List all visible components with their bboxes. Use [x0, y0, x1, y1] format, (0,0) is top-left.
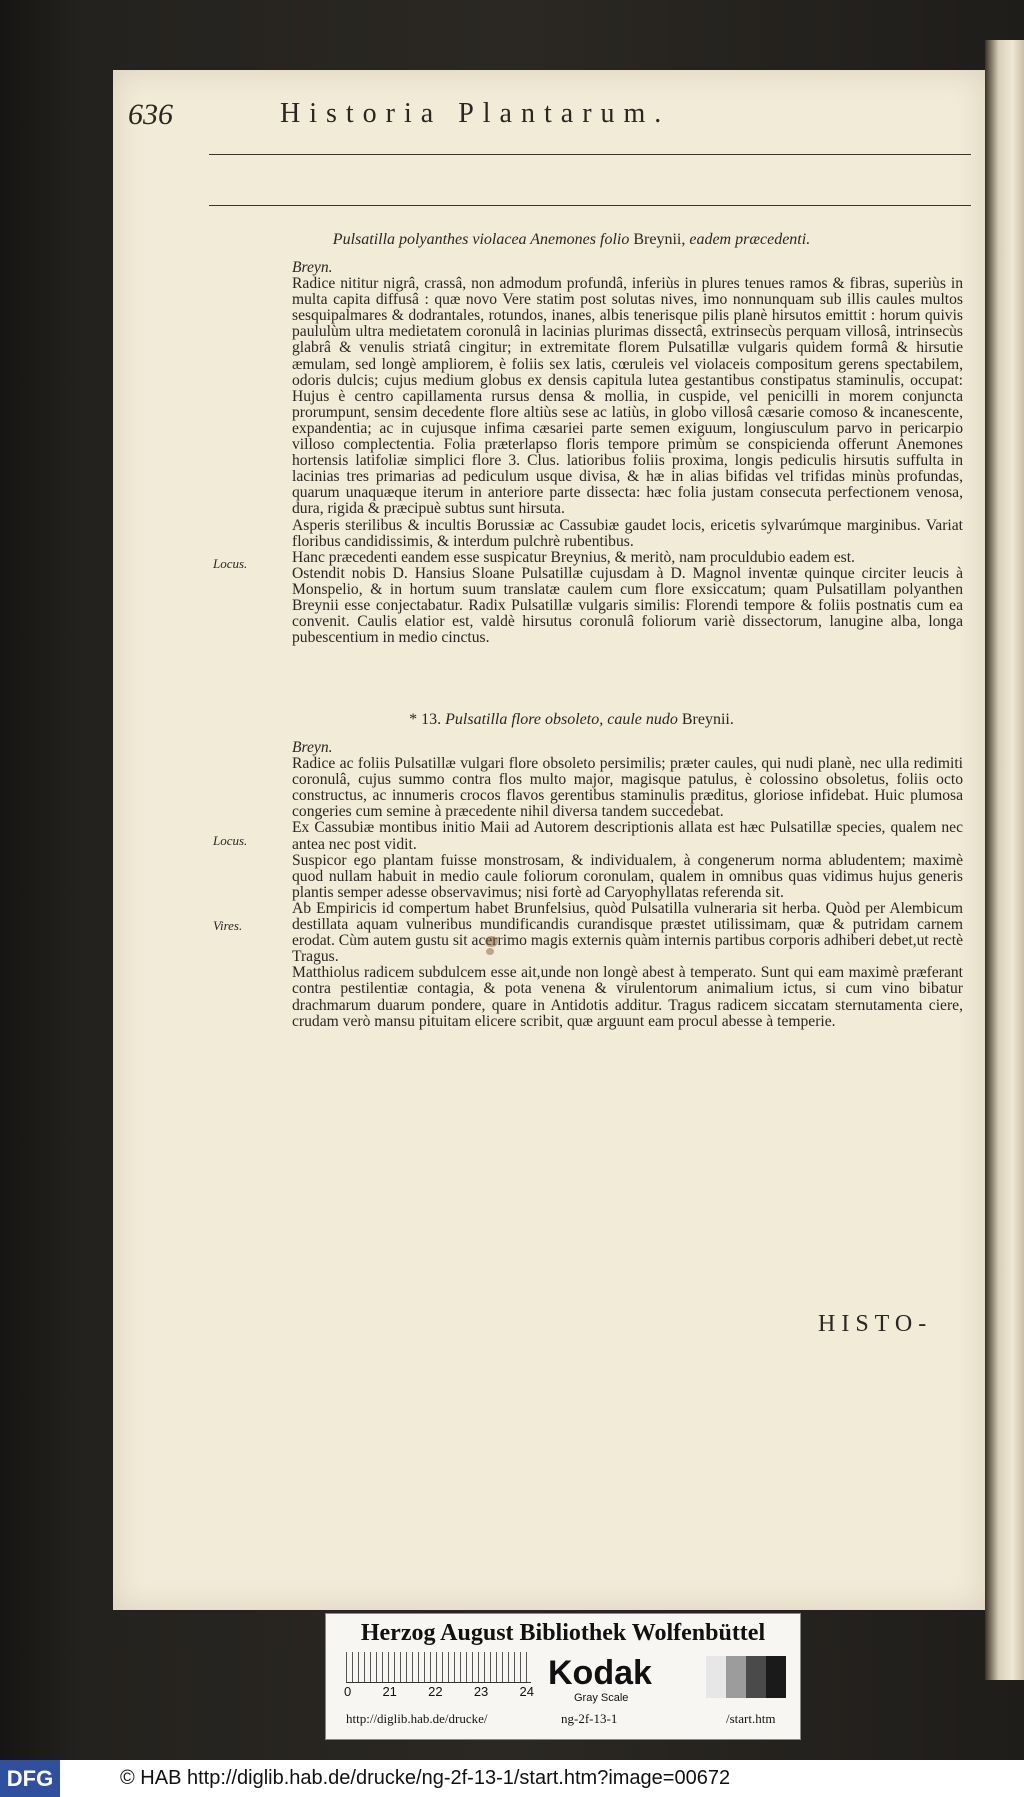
- ruler-number: 23: [473, 1684, 489, 1699]
- header-rule-bottom: [209, 205, 971, 206]
- section-12-heading-tail: eadem præcedenti.: [689, 231, 811, 248]
- section-13-author: Breyn.: [292, 739, 333, 756]
- section-12-body: [180, 260, 963, 646]
- ruler-number: 21: [382, 1684, 397, 1699]
- section-13-heading-number: * 13.: [409, 711, 442, 728]
- margin-note-locus-2: Locus.: [213, 833, 248, 848]
- section-13-paragraph-4: Ab Empiricis id compertum habet Brunfelsius, quòd Pulsatilla vulneraria sit herba. Quòd per Alembicum destillata aquam vulneribus mundificandis curandisque præstet utilissimam, quæ & putridam carnem erodat. Cùm autem gustu sit acerrimo magis externis quàm internis partibus corporis adhiberi debet,ut rectè Tragus.: [292, 899, 963, 966]
- section-12-paragraph-4: Ostendit nobis D. Hansius Sloane Pulsatillæ cujusdam à D. Magnol inventæ quinque circiter leucis à Monspelio, & in hortum suum translatæ caulem cum flore exsiccatum; quam Pulsatillam polyanthen Breynii esse conjectabatur. Radix Pulsatillæ vulgaris similis: Florendi tempore & foliis postnatis cum ea convenit. Caulis elatior est, valdè hirsutus coronulâ foliorum variè dissectorum, lanugine alba, longa pubescentium in medio cinctus.: [292, 564, 963, 647]
- ruler-scale: [346, 1652, 531, 1683]
- label-url-right: /start.htm: [726, 1711, 776, 1726]
- adjacent-page-edge: [985, 40, 1024, 1680]
- gray-scale-caption: Gray Scale: [574, 1692, 629, 1704]
- section-13-heading-roman: Breynii.: [681, 711, 734, 728]
- catchword: HISTO-: [818, 1311, 933, 1337]
- section-12-paragraph-3: Hanc præcedenti eandem esse suspicatur Breynius, & meritò, nam proculdubio eadem est.: [292, 548, 855, 566]
- ink-stain: [486, 948, 494, 955]
- label-url-left: http://diglib.hab.de/drucke/: [346, 1711, 488, 1726]
- section-13-heading: [180, 711, 963, 729]
- section-12-heading-roman: Breynii,: [633, 231, 686, 248]
- section-12-heading-italic: Pulsatilla polyanthes violacea Anemones folio: [332, 231, 630, 248]
- section-13-body: [180, 740, 963, 1030]
- section-12-paragraph-1: Radice nititur nigrâ, crassâ, non admodum profundâ, inferiùs in plures tenues ramos & fibras, superiùs in multa capita diffusâ : quæ novo Vere statim post solutas nives, imo nonnunquam sub illis caules multos sesquipalmares & dodrantales, rotundos, inanes, albis tenerisque pilis planè hirsutos emittit : horum quivis paululùm ultra medietatem coronulâ in lacinias plurimas dissectâ, extrinsecùs perquam villosâ, intrinsecùs glabrâ & venulis striatâ cingitur; in extremitate florem Pulsatillæ vulgaris quidem formâ & hirsutie æmulam, sed longè ampliorem, è foliis sex latis, cœruleis vel violaceis compositum gerens spectabilem, odoris dulcis; cujus medium globus ex densis capitula lutea gestantibus constipatus staminulis, occupat: Hujus è centro capillamenta rursus densa & mollia, in cuspide, vel penicilli in morem conjuncta prorumpunt, sensim decedente flore altiùs sese ac latiùs, in globo villosâ cæsarie comoso & incanescente, expandentia; ac in cujusque infima cæsariei parte semen exiguum, longiusculum parvo in pericarpio villoso complectentia. Folia præterlapso floris tempore primùm se conspicienda offerunt Anemones hortensis latifoliæ simplici flore 3. Clus. latioribus foliis proxima, longis pediculis hirsutis suffulta in lacinias tres primarias ad pediculum usque divisa, & hæ in alias bifidas vel trifidas minùs profundas, quarum unaquæque iterum in anteriore parte dissecta: hæc folia justam consecuta perfectionem venosa, dura, rigida & præcipuè subtus sunt hirsuta.: [292, 275, 963, 518]
- section-12-author: Breyn.: [292, 259, 333, 276]
- margin-note-locus-1: Locus.: [213, 556, 248, 571]
- header-rule-top: [209, 154, 971, 155]
- section-13-paragraph-5: Matthiolus radicem subdulcem esse ait,unde non longè abest à temperato. Sunt qui eam maximè præferant contra pestilentiæ contagia, & pota venena & virulentorum animalium ictus, si cum vino bibatur drachmarum duarum pondere, quare in Antidotis additur. Tragus radicem siccatam sternutamenta ciere, crudam verò mansu pituitam elicere scribit, quæ arguunt eam procul abesse à temperie.: [292, 964, 963, 1030]
- section-13-heading-italic: Pulsatilla flore obsoleto, caule nudo: [445, 711, 678, 728]
- section-12-heading: [180, 231, 963, 249]
- gray-scale-swatches: [706, 1656, 786, 1698]
- section-12-paragraph-2: Asperis sterilibus & incultis Borussiæ ac Cassubiæ gaudet locis, ericetis sylvarúmque marginibus. Variat floribus candidissimis, & interdum pulchrè rubentibus.: [292, 516, 963, 550]
- running-title: Historia Plantarum.: [280, 98, 671, 129]
- section-13-paragraph-2: Ex Cassubiæ montibus initio Maii ad Autorem descriptionis allata est hæc Pulsatillæ species, qualem nec antea nec post vidit.: [292, 819, 963, 853]
- margin-note-vires: Vires.: [213, 918, 243, 933]
- copyright-link[interactable]: © HAB http://diglib.hab.de/drucke/ng-2f-13-1/start.htm?image=00672: [120, 1767, 731, 1789]
- ruler-numbers: [344, 1684, 534, 1699]
- kodak-logo: Kodak: [548, 1654, 652, 1692]
- section-13-paragraph-1: Radice ac foliis Pulsatillæ vulgari flore obsoleto persimilis; præter caules, qui nudi planè, nec ulla redimiti coronulâ, cujus summo contra flos multo major, magisque patulus, è colossino obsoletus, foliis octo constructus, ac innumeris crocos flavos gerentibus staminulis præditus, gloriose infidebat. Huic plumosa congeries cum semine à præcedente nihil diversa tandem succedebat.: [292, 755, 963, 821]
- section-13-paragraph-3: Suspicor ego plantam fuisse monstrosam, & individualem, à congenerum norma abludentem; maximè quod nullam habuit in medio caule foliorum coronulam, qualem in omnibus quas vidimus hujus generis plantis semper adesse observavimus; nisi fortè ad Caryophyllatas referenda sit.: [292, 851, 963, 901]
- label-url-mid: ng-2f-13-1: [561, 1711, 618, 1726]
- ink-stain: [485, 936, 498, 947]
- library-name: Herzog August Bibliothek Wolfenbüttel: [360, 1620, 766, 1646]
- page-number: 636: [128, 98, 173, 131]
- ruler-number: 22: [428, 1684, 443, 1699]
- ruler-number: 0: [344, 1684, 352, 1699]
- ruler-number: 24: [519, 1684, 534, 1699]
- dfg-logo: DFG: [0, 1760, 60, 1797]
- scan-color-label: [325, 1613, 801, 1740]
- footer-bar: [0, 1760, 1024, 1797]
